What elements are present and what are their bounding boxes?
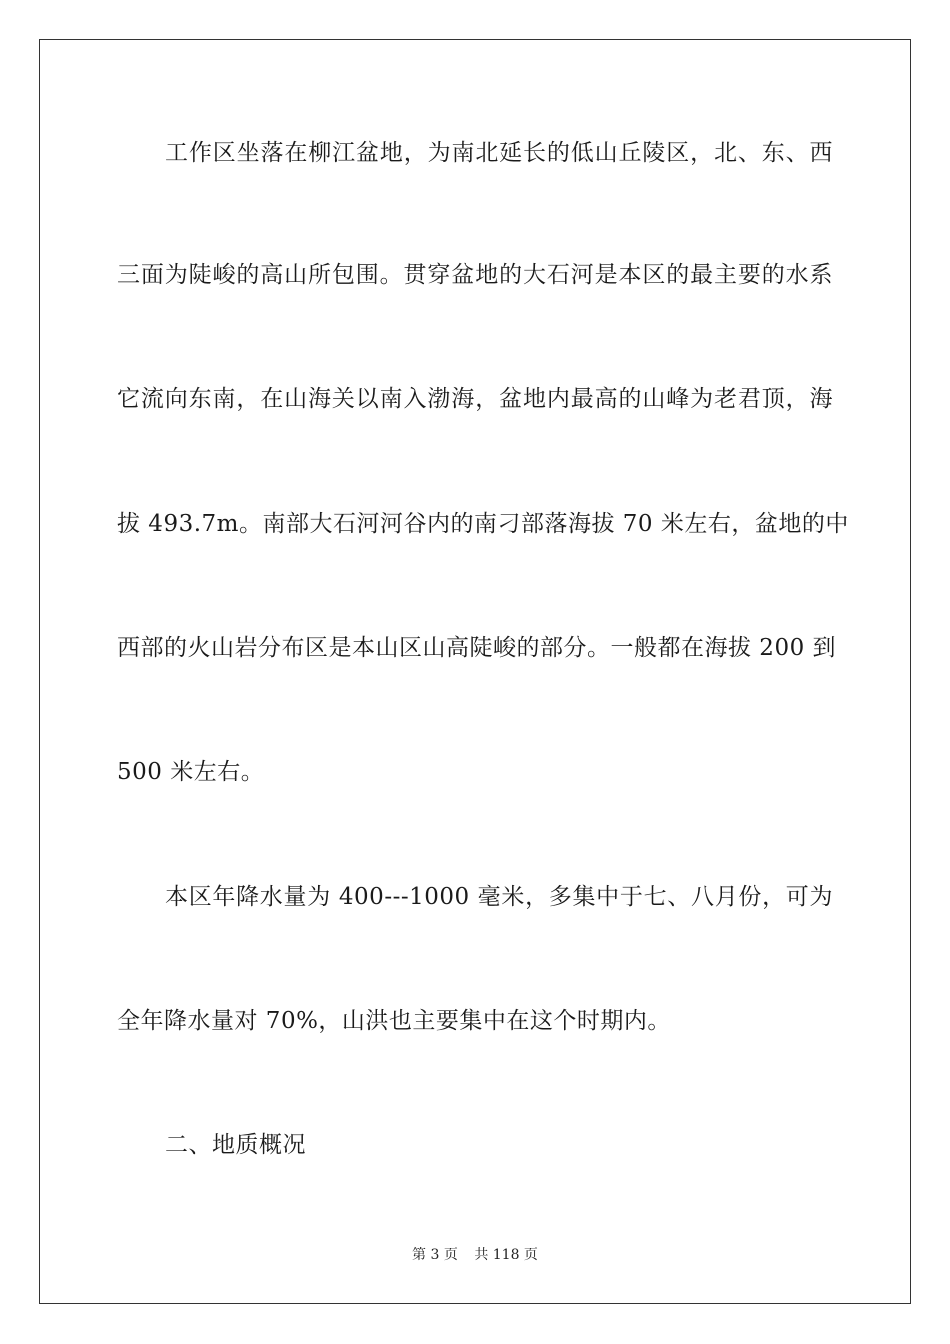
text-line: 三面为陡峻的高山所包围。贯穿盆地的大石河是本区的最主要的水系 — [117, 262, 833, 288]
section-heading: 二、地质概况 — [165, 1132, 306, 1158]
text-line: 全年降水量对 70%，山洪也主要集中在这个时期内。 — [117, 1008, 671, 1034]
text-line: 本区年降水量为 400---1000 毫米，多集中于七、八月份，可为 — [165, 884, 833, 910]
text-line: 工作区坐落在柳江盆地，为南北延长的低山丘陵区，北、东、西 — [165, 140, 833, 166]
page-frame — [39, 39, 911, 1304]
text-line: 它流向东南，在山海关以南入渤海，盆地内最高的山峰为老君顶，海 — [117, 386, 833, 412]
text-line: 西部的火山岩分布区是本山区山高陡峻的部分。一般都在海拔 200 到 — [117, 635, 837, 661]
text-line: 拔 493.7m。南部大石河河谷内的南刁部落海拔 70 米左右，盆地的中 — [117, 511, 849, 537]
text-line: 500 米左右。 — [117, 759, 265, 785]
page-number: 第 3 页 — [412, 1247, 458, 1263]
page-total: 共 118 页 — [474, 1247, 538, 1263]
page-footer — [0, 1246, 950, 1264]
